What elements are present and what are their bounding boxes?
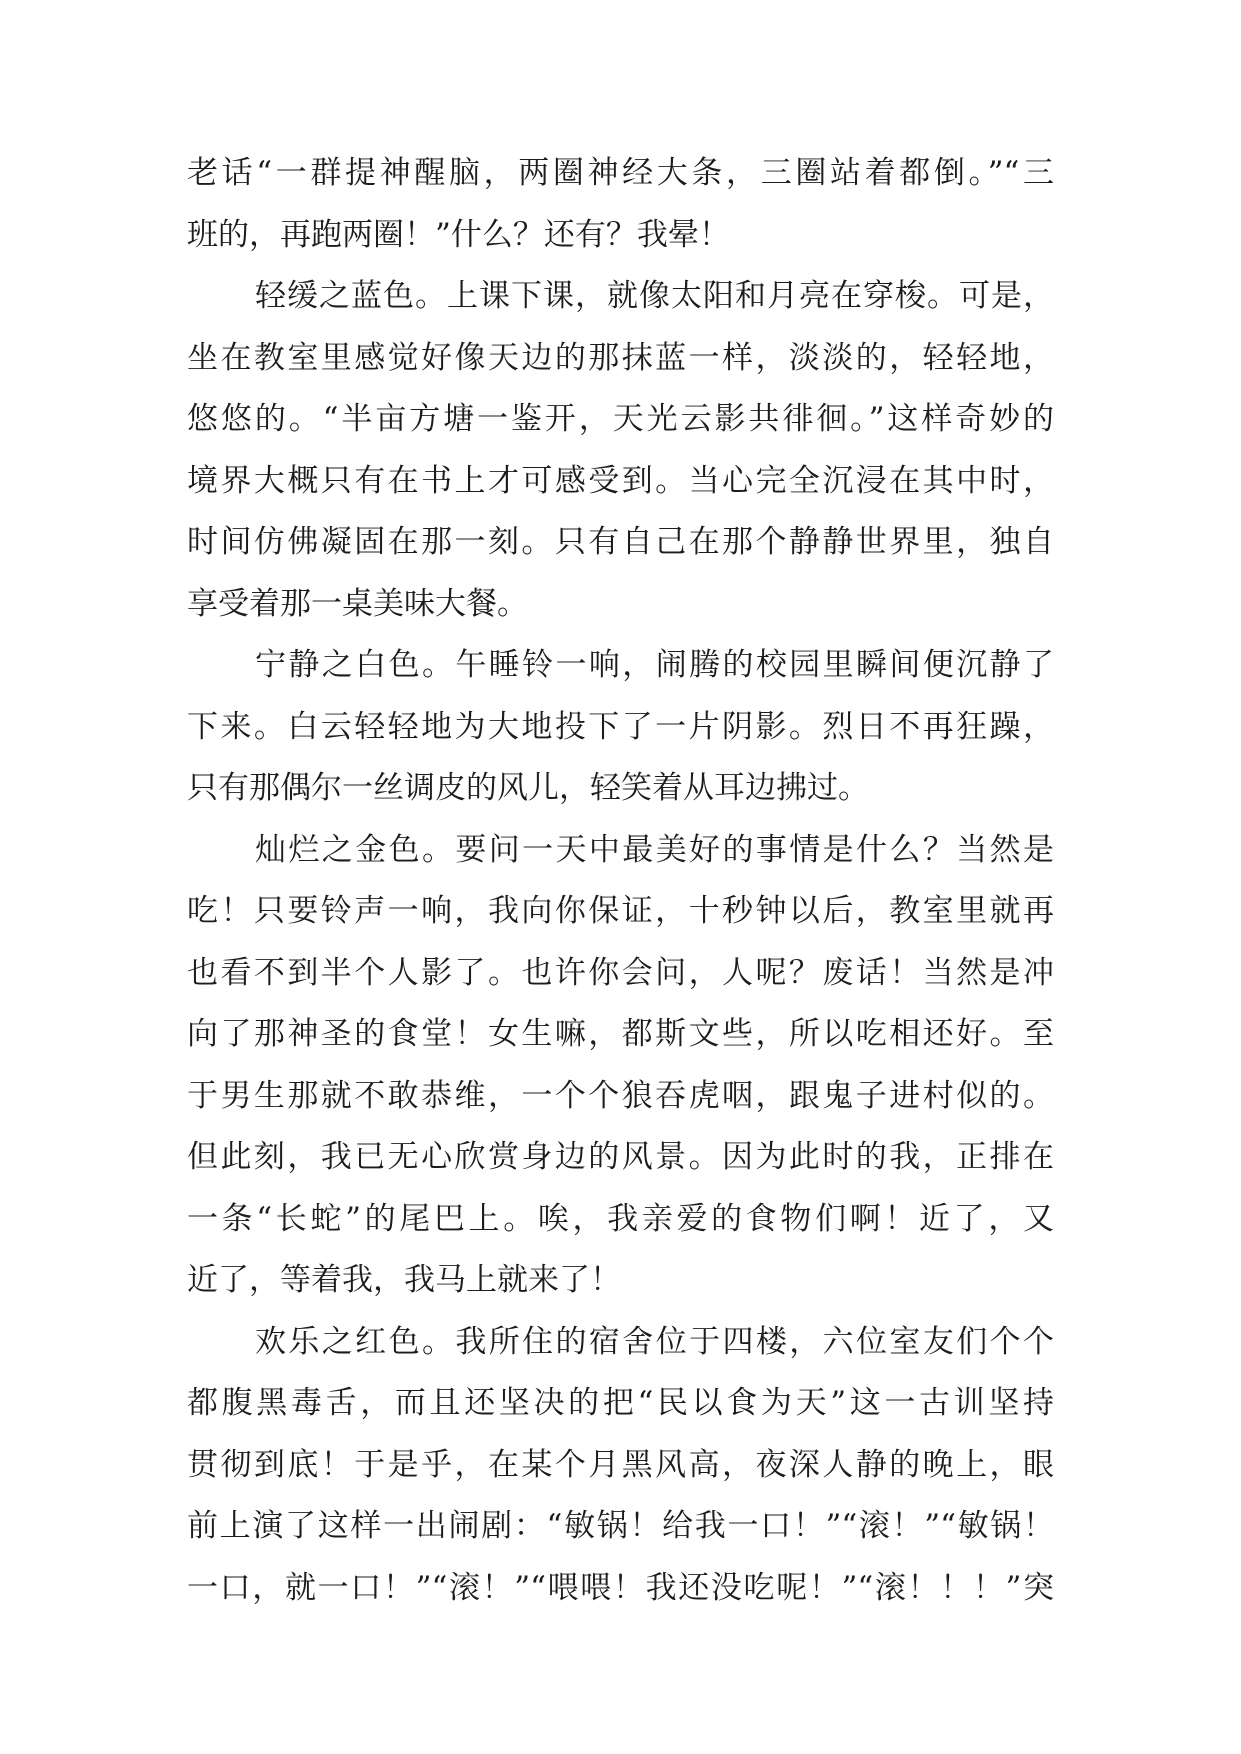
text-line: 近了，等着我，我马上就来了！ [187, 1262, 621, 1298]
text-line: 享受着那一桌美味大餐。 [187, 585, 528, 622]
paragraph [187, 820, 1054, 1312]
text-line: 欢乐之红色。我所住的宿舍位于四楼，六位室友们个个 [255, 1323, 1054, 1360]
text-line: 老话“一群提神醒脑，两圈神经大条，三圈站着都倒。”“三 [187, 155, 1054, 191]
text-line: 境界大概只有在书上才可感受到。当心完全沉浸在其中时， [187, 462, 1054, 499]
text-line: 班的，再跑两圈！”什么？还有？我晕！ [187, 216, 730, 253]
body-text [187, 143, 1054, 1619]
text-line: 贯彻到底！于是乎，在某个月黑风高，夜深人静的晚上，眼 [187, 1446, 1054, 1483]
text-line: 一口，就一口！”“滚！”“喂喂！我还没吃呢！”“滚！！！”突 [187, 1569, 1054, 1606]
text-line: 下来。白云轻轻地为大地投下了一片阴影。烈日不再狂躁， [187, 708, 1054, 745]
text-line: 轻缓之蓝色。上课下课，就像太阳和月亮在穿梭。可是， [255, 278, 1054, 314]
text-line: 灿烂之金色。要问一天中最美好的事情是什么？当然是 [255, 831, 1054, 868]
text-line: 都腹黑毒舌，而且还坚决的把“民以食为天”这一古训坚持 [187, 1385, 1054, 1421]
text-line: 坐在教室里感觉好像天边的那抹蓝一样，淡淡的，轻轻地， [187, 339, 1054, 376]
text-line: 但此刻，我已无心欣赏身边的风景。因为此时的我，正排在 [187, 1139, 1054, 1175]
text-line: 吃！只要铃声一响，我向你保证，十秒钟以后，教室里就再 [187, 893, 1054, 929]
paragraph [187, 1312, 1054, 1620]
text-line: 时间仿佛凝固在那一刻。只有自己在那个静静世界里，独自 [187, 524, 1054, 560]
paragraph [187, 143, 1054, 266]
text-line: 于男生那就不敢恭维，一个个狼吞虎咽，跟鬼子进村似的。 [187, 1077, 1054, 1114]
text-line: 前上演了这样一出闹剧：“敏锅！给我一口！”“滚！”“敏锅！ [187, 1508, 1054, 1544]
paragraph [187, 635, 1054, 820]
text-line: 一条“长蛇”的尾巴上。唉，我亲爱的食物们啊！近了，又 [187, 1200, 1054, 1237]
text-line: 也看不到半个人影了。也许你会问，人呢？废话！当然是冲 [187, 954, 1054, 991]
text-line: 宁静之白色。午睡铃一响，闹腾的校园里瞬间便沉静了 [255, 647, 1054, 683]
text-line: 只有那偶尔一丝调皮的风儿，轻笑着从耳边拂过。 [187, 770, 869, 806]
text-line: 悠悠的。“半亩方塘一鉴开，天光云影共徘徊。”这样奇妙的 [187, 401, 1054, 437]
text-line: 向了那神圣的食堂！女生嘛，都斯文些，所以吃相还好。至 [187, 1016, 1054, 1052]
paragraph [187, 266, 1054, 635]
